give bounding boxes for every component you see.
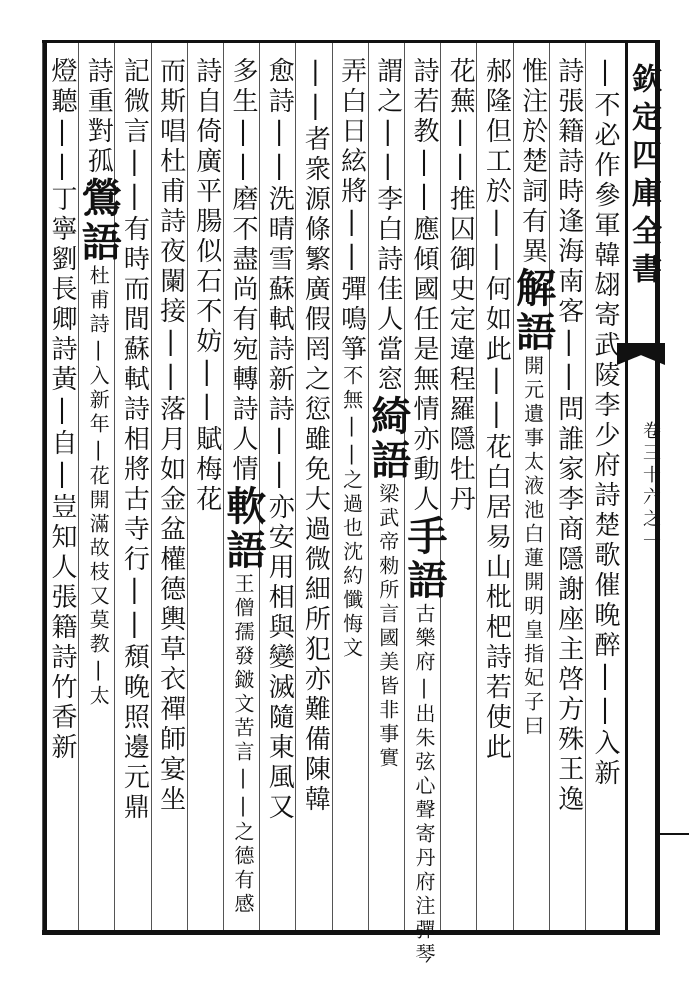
text-column — [75, 57, 123, 917]
column-text: 記微言||有時而間蘇軾詩相將古寺行||頹晚照邊元鼎 — [119, 57, 150, 823]
entry-heading: 軟語 — [220, 485, 267, 573]
entry-heading: 解語 — [509, 267, 557, 355]
column-rule — [404, 43, 405, 930]
column-text: 詩若教||應傾國任是無情亦動人 — [409, 57, 439, 515]
text-column — [364, 57, 412, 917]
juan-label: 卷三十六之一 — [640, 421, 661, 553]
entry-heading: 手語 — [401, 515, 448, 603]
text-column — [297, 57, 331, 917]
text-column — [189, 57, 223, 917]
column-text: 愈詩||洗晴雪蘇軾詩新詩||亦安用相與變滅隨東風又 — [264, 57, 295, 823]
text-column — [153, 57, 187, 917]
column-rule — [295, 43, 296, 930]
column-annotation: 王僧孺發𨨏文苦言||之德有感 — [231, 573, 255, 917]
column-rule — [476, 43, 477, 930]
text-column — [220, 57, 267, 917]
text-column — [334, 57, 368, 917]
column-annotation: 不無||之過也沈約懺悔文 — [339, 365, 364, 661]
entry-heading: 鶯語 — [75, 177, 123, 265]
text-column — [478, 57, 512, 917]
column-rule — [585, 43, 586, 930]
column-text: 弄白日絃將||彈鳴箏 — [336, 57, 367, 365]
column-annotation: 開元遺事太液池白蓮開明皇指妃子曰 — [520, 355, 545, 739]
text-column — [587, 57, 621, 917]
column-text: 謂之||李白詩佳人當窓 — [372, 57, 403, 395]
column-text: 詩張籍詩時逢海南客||問誰家李商隱謝座主啓方殊王逸 — [553, 57, 584, 815]
text-column — [442, 57, 476, 917]
column-rule — [42, 43, 43, 930]
column-rule — [513, 43, 514, 930]
column-rule — [78, 43, 79, 930]
text-column — [44, 57, 78, 917]
column-text: 多生||磨不盡尚有宛轉詩人情 — [228, 57, 258, 485]
column-rule — [549, 43, 550, 930]
column-text: ||者衆源條繁廣假罔之愆雖免大過微細所犯亦難備陳韓 — [300, 57, 331, 815]
column-text: 而斯唱杜甫詩夜闌接||落月如金盆權德輿草衣禪師宴坐 — [155, 57, 186, 815]
column-text: 惟注於楚詞有異 — [517, 57, 548, 267]
column-rule — [223, 43, 224, 930]
column-annotation: 杜甫詩|入新年|花開滿故枝又莫教|太 — [86, 265, 111, 709]
column-annotation: 梁武帝勑所言國美皆非事實 — [375, 483, 400, 771]
column-rule — [368, 43, 369, 930]
column-annotation: 古樂府|出朱弦心聲寄丹府注彈琴 — [412, 603, 436, 967]
margin-tick — [659, 833, 689, 835]
column-rule — [151, 43, 152, 930]
text-column — [401, 57, 448, 967]
column-text: |不必作參軍韓翃寄武陵李少府詩楚歌催晚醉||入新 — [590, 57, 620, 789]
column-rule — [187, 43, 188, 930]
book-title: 欽定四庫全書 — [626, 63, 661, 291]
column-rule — [440, 43, 441, 930]
column-text: 詩重對孤 — [83, 57, 114, 177]
text-column — [509, 57, 557, 917]
column-rule — [332, 43, 333, 930]
column-text: 花蕪||推囚御史定違程羅隱牡丹 — [445, 57, 476, 515]
column-text: 詩自倚廣平腸似石不妨||賦梅花 — [191, 57, 222, 515]
column-text: 郝隆但工於||何如此||花白居易山枇杷詩若使此 — [481, 57, 512, 763]
entry-heading: 綺語 — [364, 395, 412, 483]
column-text: 燈聽||丁寧劉長卿詩黃|自|豈知人張籍詩竹香新 — [47, 57, 77, 763]
text-column — [551, 57, 585, 917]
document-page — [42, 40, 661, 967]
